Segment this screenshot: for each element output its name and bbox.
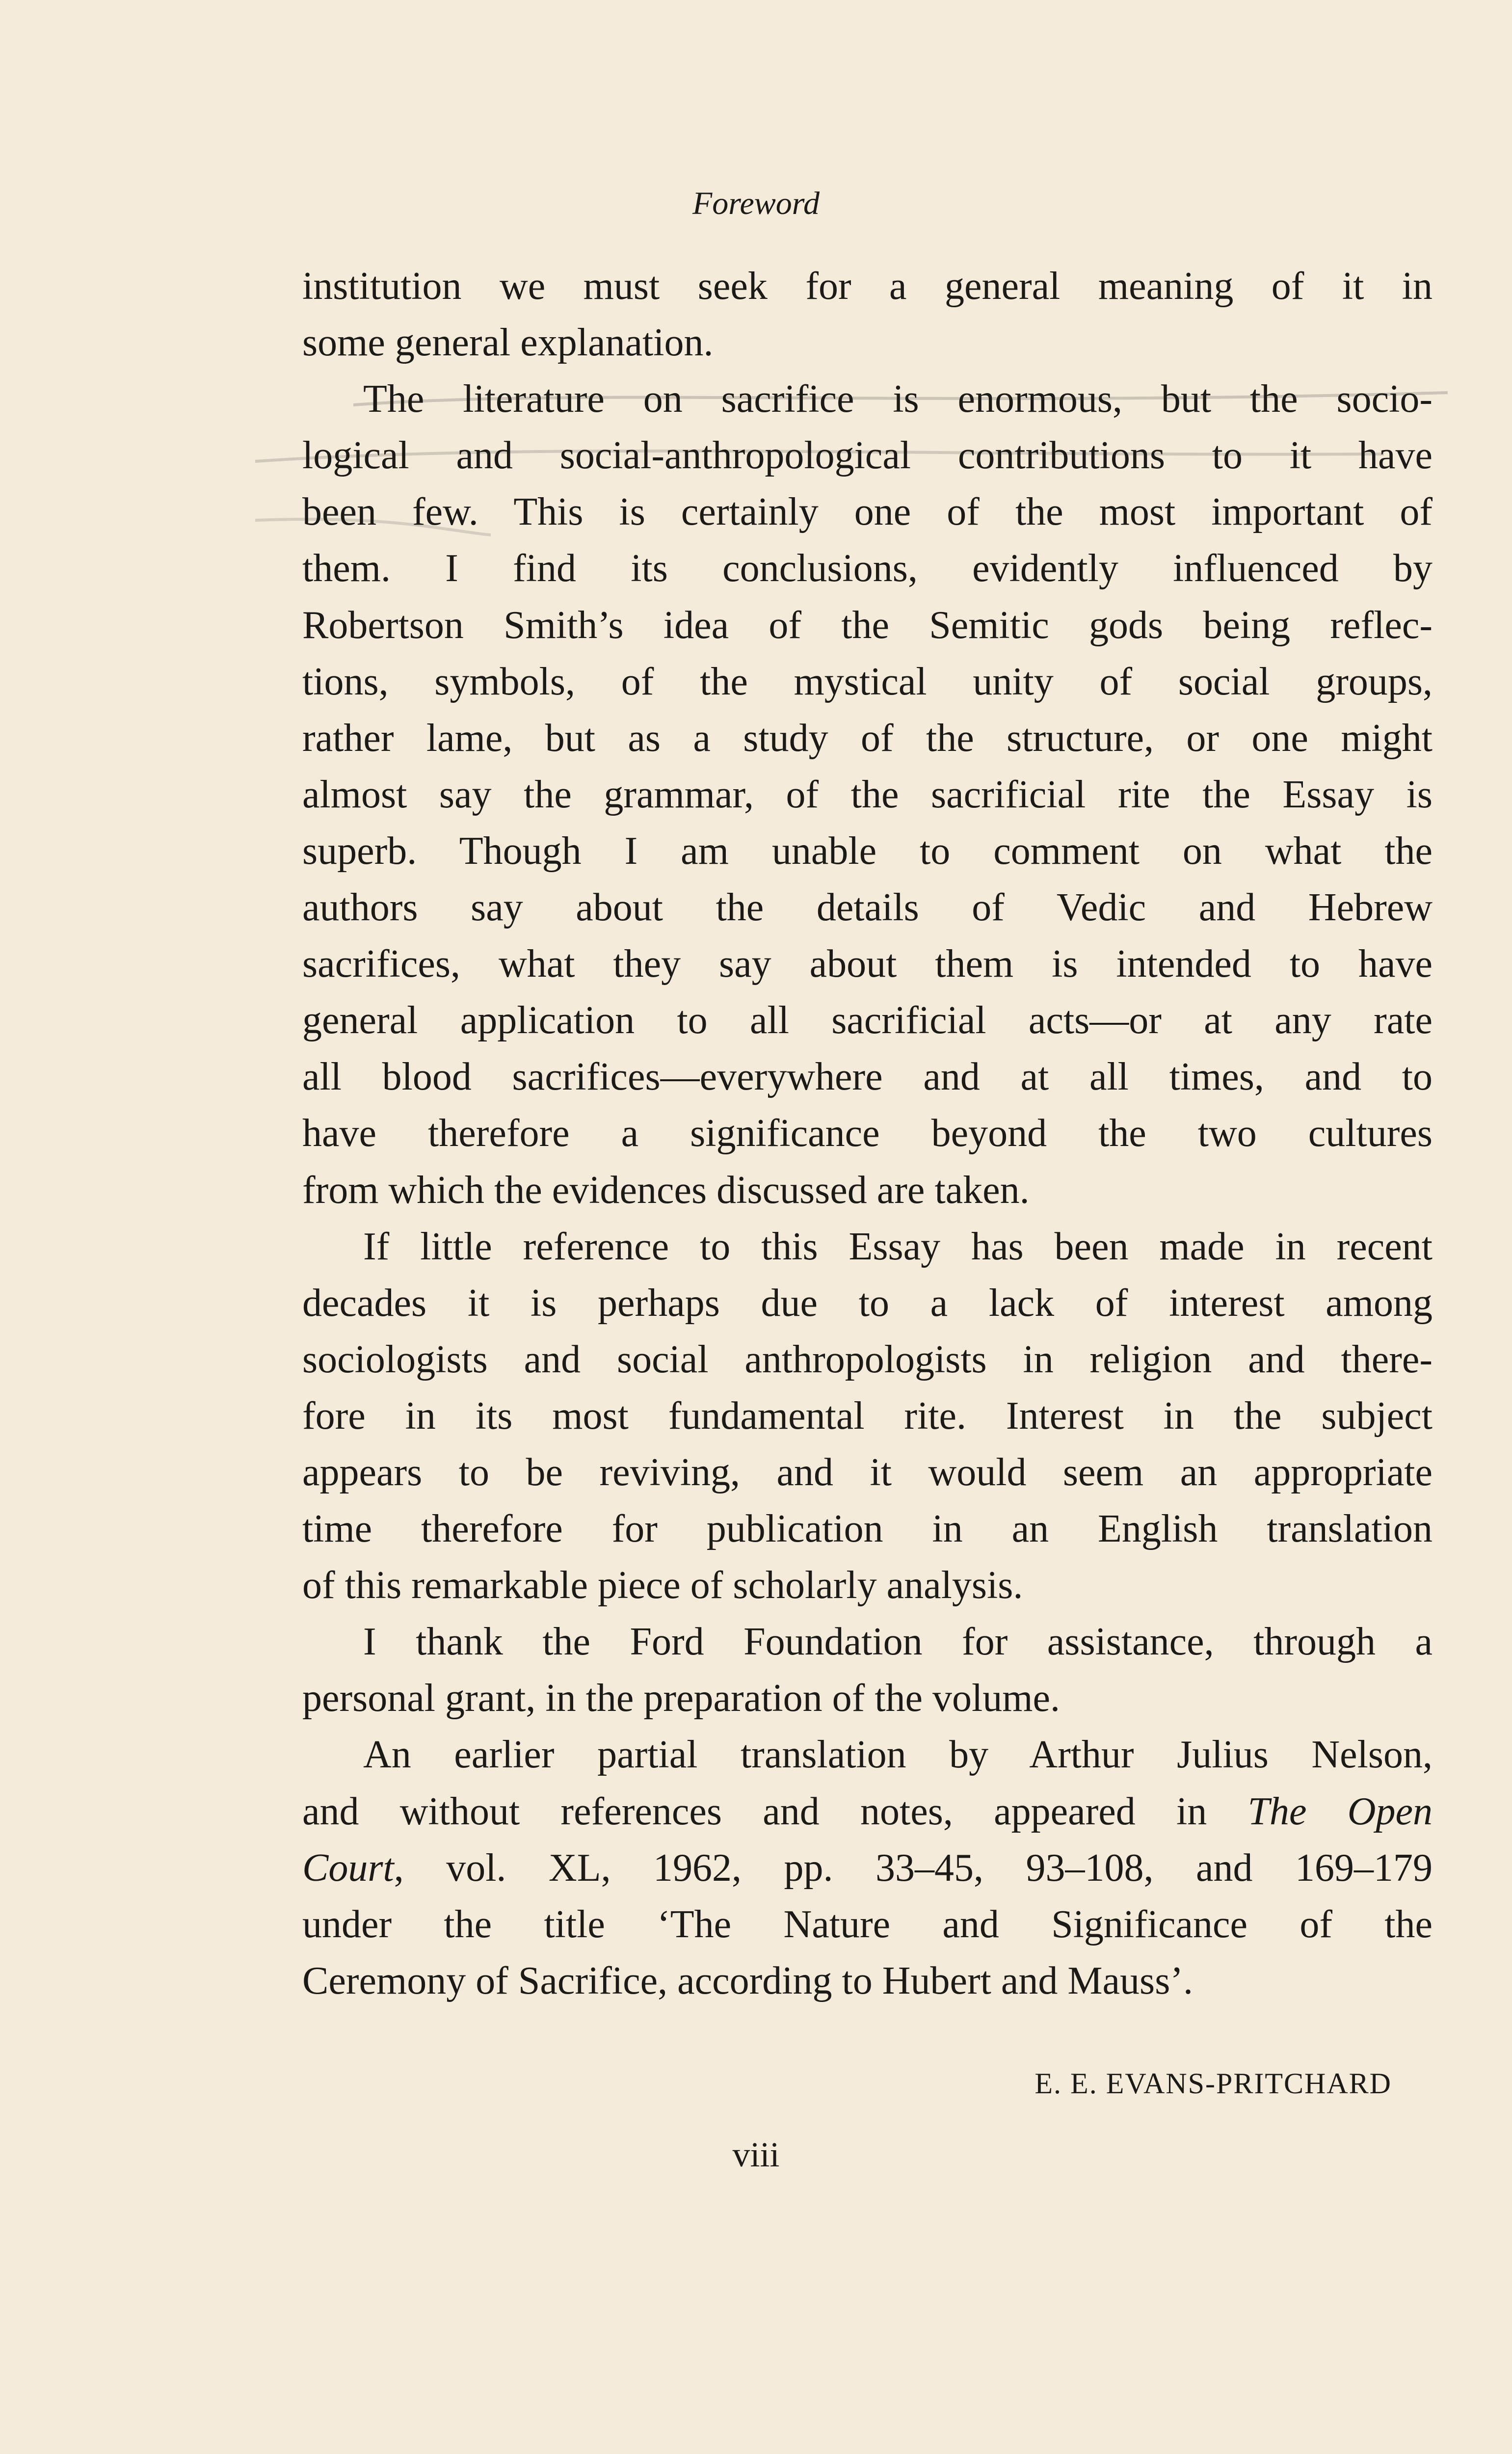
paragraph-start-line: If little reference to this Essay has been made in recent xyxy=(363,1225,1432,1268)
text-segment: , vol. XL, 1962, pp. 33–45, 93–108, and 169–179 xyxy=(394,1846,1432,1890)
text-line: superb. Though I am unable to comment on what the xyxy=(302,829,1432,873)
text-line: been few. This is certainly one of the most important of xyxy=(302,490,1432,534)
paragraph-start-line: I thank the Ford Foundation for assistance, through a xyxy=(363,1620,1432,1664)
text-line: have therefore a significance beyond the two cultures xyxy=(302,1112,1432,1155)
text-segment: and without references and notes, appeared in xyxy=(302,1789,1248,1833)
author-signature: E. E. EVANS-PRITCHARD xyxy=(1035,2067,1392,2100)
journal-title-italic: The Open xyxy=(1247,1789,1433,1833)
text-line: general application to all sacrificial acts—or at any rate xyxy=(302,999,1432,1042)
text-line: Robertson Smith’s idea of the Semitic gods being reflec- xyxy=(302,603,1432,647)
text-line: Ceremony of Sacrifice, according to Hubert and Mauss’. xyxy=(302,1959,1193,2002)
running-head: Foreword xyxy=(692,186,820,221)
text-line: personal grant, in the preparation of the volume. xyxy=(302,1677,1060,1720)
body-text xyxy=(302,258,1432,2009)
text-line: decades it is perhaps due to a lack of interest among xyxy=(302,1281,1432,1325)
text-line: them. I find its conclusions, evidently influenced by xyxy=(302,547,1432,590)
page-number: viii xyxy=(732,2135,780,2174)
text-line: institution we must seek for a general meaning of it in xyxy=(302,265,1432,308)
text-line: fore in its most fundamental rite. Interest in the subject xyxy=(302,1394,1432,1438)
text-line: authors say about the details of Vedic and Hebrew xyxy=(302,886,1432,930)
journal-title-italic: Court xyxy=(302,1846,394,1890)
paragraph-start-line: An earlier partial translation by Arthur Julius Nelson, xyxy=(363,1733,1432,1777)
text-line: almost say the grammar, of the sacrificial rite the Essay is xyxy=(302,773,1432,816)
text-line: under the title ‘The Nature and Significance of the xyxy=(302,1902,1432,1946)
text-line: time therefore for publication in an English translation xyxy=(302,1507,1432,1551)
text-line: of this remarkable piece of scholarly analysis. xyxy=(302,1564,1023,1607)
text-line: from which the evidences discussed are taken. xyxy=(302,1168,1030,1212)
text-line: appears to be reviving, and it would seem an appropriate xyxy=(302,1450,1432,1494)
paragraph-start-line: The literature on sacrifice is enormous, but the socio- xyxy=(363,377,1432,421)
text-line: some general explanation. xyxy=(302,321,714,365)
text-line: logical and social-anthropological contributions to it have xyxy=(302,434,1432,478)
text-line: all blood sacrifices—everywhere and at all times, and to xyxy=(302,1055,1432,1099)
text-line: sociologists and social anthropologists in religion and there- xyxy=(302,1337,1432,1381)
text-line xyxy=(302,1784,1432,1840)
text-line: tions, symbols, of the mystical unity of social groups, xyxy=(302,660,1432,703)
text-line xyxy=(302,1840,1432,1896)
text-line: sacrifices, what they say about them is intended to have xyxy=(302,942,1432,986)
text-line: rather lame, but as a study of the structure, or one might xyxy=(302,716,1432,760)
